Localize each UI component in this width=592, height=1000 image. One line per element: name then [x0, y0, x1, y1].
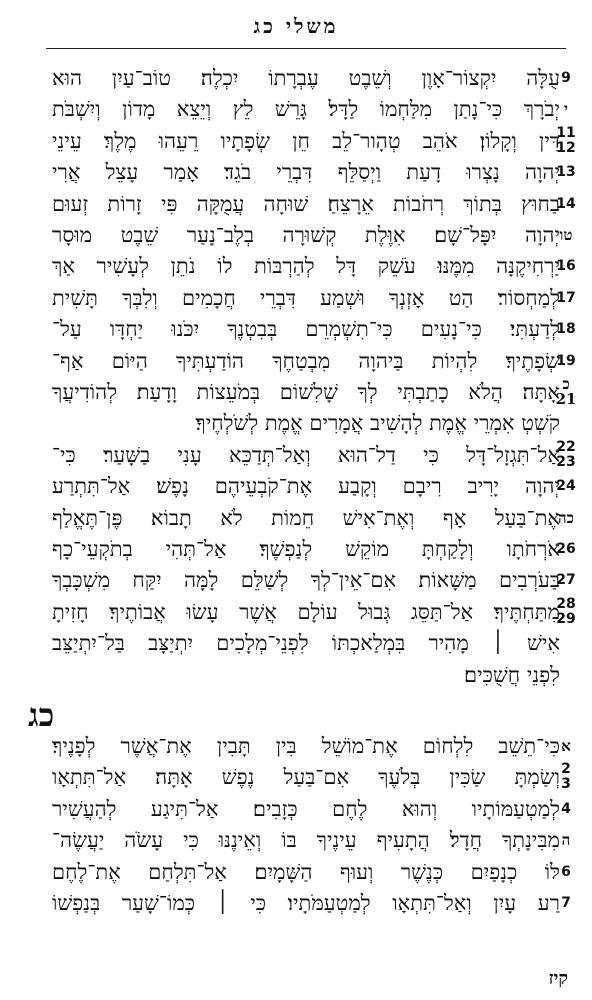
verse-number: 18: [556, 321, 576, 338]
text-line: מִתַּחְתֶּיךָ׃ אַל־תַּסֵּג גְּבוּל עוֹלָם אֲשֶׁר עָשׂוּ אֲבוֹתֶיךָ׃ חָזִיתָ: [52, 599, 560, 624]
text-line: לִפְנֵי חֲשֻׁכִּים׃: [463, 662, 560, 687]
text-line: לְמַטְעַמּוֹתָיו וְהוּא לֶחֶם כְּזָבִים׃ אַל־תִּיגַע לְהַעֲשִׁיר: [52, 796, 560, 821]
running-title: משלי כג: [253, 14, 339, 38]
text-line: יְבֹרָךְ כִּי־נָתַן מִלַּחְמוֹ לַדָּל׃ גָּרֵשׁ לֵץ וְיֵצֵא מָדוֹן וְיִשְׁבֹּת: [52, 97, 560, 122]
header-rule: [46, 48, 566, 49]
text-line: רַע עָיִן וְאַל־תִּתְאָו לְמַטְעַמֹּתָיו׃ כִּי ׀ כְּמוֹ־שָׁעַר בְּנַפְשׁוֹ: [52, 891, 560, 915]
text-line: כִּי־תֵשֵׁב לִלְחוֹם אֶת־מוֹשֵׁל בִּין תָּבִין אֶת־אֲשֶׁר לְפָנֶיךָ׃: [52, 734, 560, 758]
text-line: מִבִּינָתְךָ חֲדָל׃ הֲתָעִיף עֵינֶיךָ בּוֹ וְאֵינֶנּוּ כִּי עָשֹׂה יַעֲשֶׂה־: [52, 828, 560, 853]
text-line: יַרְחִיקֶנָּה מִמֶּנּוּ׃ עֹשֵׁק דָּל לְהַרְבּוֹת לוֹ נֹתֵן לְעָשִׁיר אַךְ: [52, 254, 560, 279]
text-line: אַל־תִּגְזָל־דָּל כִּי דַל־הוּא וְאַל־תְּדַכֵּא עָנִי בַשָּׁעַר׃ כִּי־: [52, 442, 560, 467]
text-line: יְהוָה יָרִיב רִיבָם וְקָבַע אֶת־קֹבְעֵיהֶם נָפֶשׁ׃ אַל־תִּתְרַע: [52, 474, 560, 499]
text-line: לּוֹ כְנָפַיִם כְּנֶשֶׁר וְעוּף הַשָּׁמָיִם׃ אַל־תִּלְחַם אֶת־לֶחֶם: [52, 859, 560, 884]
text-line: אִישׁ ׀ מָהִיר בִּמְלַאכְתּוֹ לִפְנֵי־מְלָכִים יִתְיַצָּב בַּל־יִתְיַצֵּב: [52, 631, 560, 656]
text-line: עֻלָּה יִקְצוֹר־אָוֶן וְשֵׁבֶט עֶבְרָתוֹ יִכְלֶה׃ טוֹב־עַיִן הוּא: [52, 66, 560, 90]
text-line: יְהוָה נָצְרוּ דָעַת וַיְסַלֵּף דִּבְרֵי בֹגֵד׃ אָמַר עָצֵל אֲרִי: [52, 160, 560, 185]
verse-number: כה: [558, 508, 574, 527]
verse-number: 19: [556, 352, 576, 369]
verse-number: 2 3: [561, 761, 571, 793]
verse-number: 14: [556, 195, 576, 212]
text-line: דִּין וְקָלוֹן׃ אֹהֵב טְהָור־לֵב חֵן שְׂפָתָיו רֵעֵהוּ מֶלֶךְ׃ עֵינֵי: [52, 128, 560, 153]
verse-number: 27: [556, 572, 576, 589]
verse-number: 13: [556, 164, 576, 181]
text-line: אֹרְחֹתָו וְלָקַחְתָּ מוֹקֵשׁ לְנַפְשֶׁךָ׃ אַל־תְּהִי בְתֹקְעֵי־כָף: [52, 537, 560, 561]
verse-number: 26: [556, 541, 576, 557]
text-line: אֶת־בַּעַל אָף וְאֶת־אִישׁ חֵמוֹת לֹא תָבוֹא׃ פֶּן־תֶּאֱלַף: [52, 505, 560, 530]
text-line: וְשַׂמְתָּ שַׂכִּין בְּלֹעֶךָ אִם־בַּעַל נֶפֶשׁ אָתָּה׃ אַל־תִּתְאָו: [52, 765, 560, 790]
text-line: שְׂפָתֶיךָ׃ לִהְיוֹת בַּיהוָה מִבְטַחֶךָ הוֹדַעְתִּיךָ הַיּוֹם אַף־: [52, 348, 560, 373]
text-line: אָתָּה׃ הֲלֹא כָתַבְתִּי לְךָ שָׁלִשׁוֹם בְּמֹעֵצוֹת וָדָעַת׃ לְהוֹדִיעֲךָ: [52, 380, 560, 404]
verse-number: טו: [559, 226, 573, 244]
chapter-marker: כג: [28, 696, 55, 734]
verse-number: 4: [561, 800, 571, 817]
text-line: יְהוָה יִפָּל־שָׁם׃ אִוֶּלֶת קְשׁוּרָה בְלֶב־נָעַר שֵׁבֶט מוּסָר: [52, 223, 560, 247]
verse-number: 17: [556, 289, 576, 306]
verse-number: כ 21: [555, 375, 577, 408]
text-line: לְמַחְסוֹר׃ הַט אָזְנְךָ וּשְׁמַע דִּבְרֵי חֲכָמִים וְלִבְּךָ תָּשִׁית: [52, 285, 560, 310]
text-line: בַחוּץ בְּתוֹךְ רְחֹבוֹת אֵרָצֵחַ׃ שׁוּחָה עֲמֻקָּה פִּי זָרוֹת זְעוּם: [52, 191, 560, 216]
verse-number: 7: [561, 895, 571, 911]
verse-number: 22 23: [556, 438, 576, 470]
verse-number: 9: [561, 70, 571, 86]
text-line: קֹשְׁטְ אִמְרֵי אֱמֶת לְהָשִׁיב אֲמָרִים אֱמֶת לְשֹׁלְחֶיךָ׃: [195, 411, 560, 436]
verse-number: 28 29: [556, 595, 576, 627]
text-line: לְדַעְתִּי׃ כִּי־נָעִים כִּי־תִשְׁמְרֵם בְּבִטְנֶךָ יִכֹּנוּ יַחְדָּו עַל־: [52, 317, 560, 342]
verse-number: י: [564, 100, 568, 119]
verse-number: 24: [556, 478, 576, 495]
verse-number: 6: [561, 863, 571, 880]
verse-number: 16: [556, 258, 576, 275]
verse-number: ה: [561, 831, 571, 850]
verse-number: 11 12: [556, 124, 576, 156]
verse-number: א: [561, 737, 571, 755]
text-line: בַּעֹרְבִים מַשָּׁאוֹת׃ אִם־אֵין־לְךָ לְשַׁלֵּם לָמָּה יִקַּח מִשְׁכָּבְךָ: [52, 568, 560, 593]
page-number: קיז: [548, 968, 568, 989]
